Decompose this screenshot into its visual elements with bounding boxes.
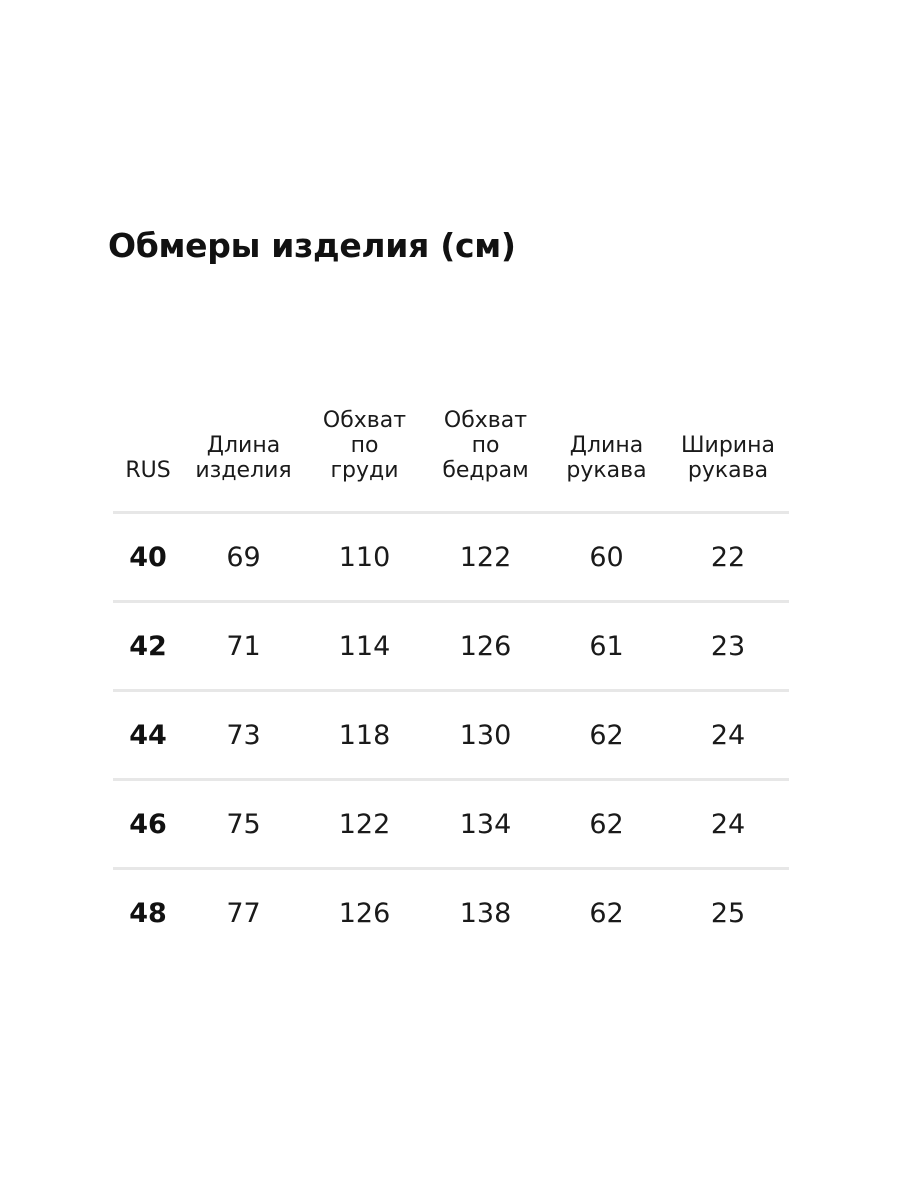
header-line: Ширина <box>681 433 775 458</box>
header-line: рукава <box>566 458 647 483</box>
header-line: Длина <box>569 433 644 458</box>
chest-cell: 118 <box>338 719 391 751</box>
hips-cell: 122 <box>459 541 512 573</box>
column-header-length <box>183 433 304 511</box>
chest-cell: 114 <box>338 630 391 662</box>
header-line: Обхват <box>322 408 407 433</box>
sleeve-length-cell: 62 <box>589 897 624 929</box>
header-line: изделия <box>195 458 292 483</box>
length-cell: 75 <box>226 808 261 840</box>
table-row <box>113 603 789 689</box>
header-line: Длина <box>206 433 281 458</box>
sleeve-length-cell: 62 <box>589 719 624 751</box>
header-line: рукава <box>687 458 769 483</box>
sleeve-width-cell: 25 <box>710 897 746 929</box>
sleeve-width-cell: 23 <box>710 630 746 662</box>
table-row <box>113 781 789 867</box>
sleeve-length-cell: 60 <box>589 541 624 573</box>
length-cell: 69 <box>226 541 261 573</box>
table-row <box>113 692 789 778</box>
header-line: Обхват <box>443 408 528 433</box>
length-cell: 73 <box>226 719 261 751</box>
column-header-rus <box>113 458 183 511</box>
header-line: RUS <box>125 458 171 483</box>
page-title: Обмеры изделия (см) <box>108 226 516 265</box>
size-cell: 42 <box>129 630 167 662</box>
chest-cell: 110 <box>338 541 391 573</box>
size-chart-table <box>113 395 789 956</box>
size-cell: 40 <box>129 541 167 573</box>
size-cell: 44 <box>129 719 167 751</box>
sleeve-length-cell: 62 <box>589 808 624 840</box>
table-row <box>113 870 789 956</box>
header-line: бедрам <box>442 458 529 483</box>
size-cell: 48 <box>129 897 167 929</box>
sleeve-width-cell: 24 <box>710 719 746 751</box>
chest-cell: 126 <box>338 897 391 929</box>
table-row <box>113 514 789 600</box>
header-line: груди <box>330 458 399 483</box>
sleeve-width-cell: 24 <box>710 808 746 840</box>
hips-cell: 130 <box>459 719 512 751</box>
sleeve-width-cell: 22 <box>710 541 746 573</box>
header-line: по <box>350 433 379 458</box>
chest-cell: 122 <box>338 808 391 840</box>
hips-cell: 134 <box>459 808 512 840</box>
column-header-hips <box>425 408 546 511</box>
header-line: по <box>471 433 500 458</box>
column-header-sleeve-width <box>667 433 789 511</box>
length-cell: 71 <box>226 630 261 662</box>
length-cell: 77 <box>226 897 261 929</box>
hips-cell: 126 <box>459 630 512 662</box>
sleeve-length-cell: 61 <box>589 630 624 662</box>
table-header-row <box>113 395 789 511</box>
column-header-sleeve-length <box>546 433 667 511</box>
hips-cell: 138 <box>459 897 512 929</box>
size-cell: 46 <box>129 808 167 840</box>
column-header-chest <box>304 408 425 511</box>
